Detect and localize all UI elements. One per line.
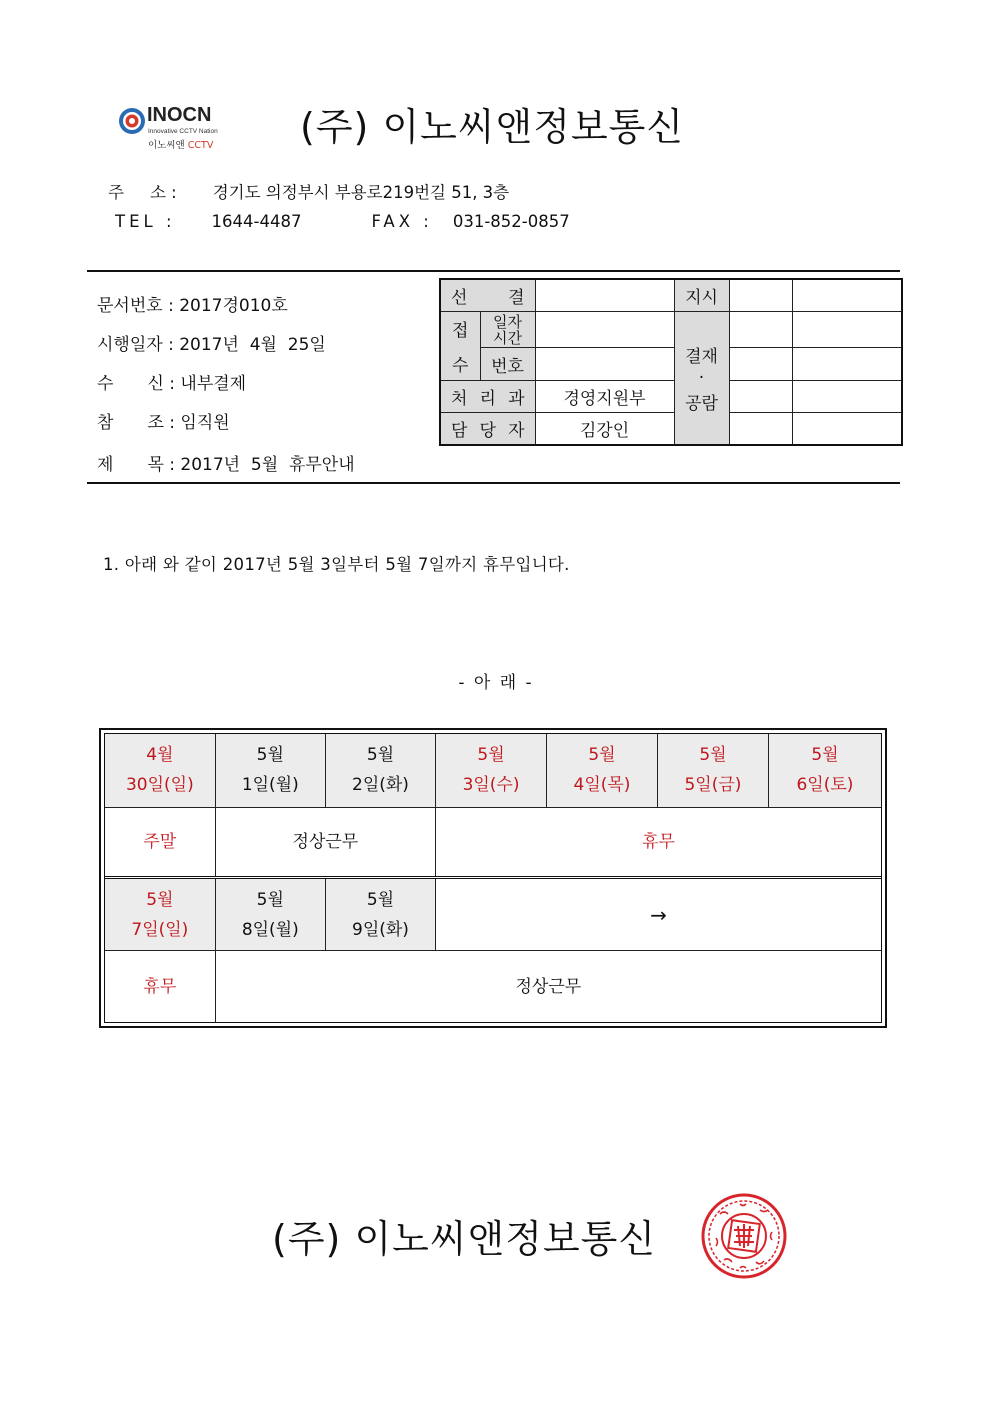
status-weekend: 주말 (105, 807, 215, 878)
cheori-char-1: 처 (451, 388, 468, 409)
date-day: 5일(금) (684, 775, 742, 796)
arae-heading: - 아 래 - (458, 673, 534, 693)
logo-korean (148, 137, 213, 151)
jisi-cell-1[interactable] (729, 279, 792, 311)
schedule-inner-frame (104, 733, 882, 1023)
logo-name: INOCN (147, 104, 212, 126)
address-label-2: 소 : (149, 183, 177, 202)
date-day: 1일(월) (241, 775, 299, 796)
status-normal-work-2: 정상근무 (215, 951, 881, 1022)
recipient-label-1: 수 (97, 374, 114, 394)
schedule-row-status-2 (105, 951, 881, 1022)
damdang-char-2: 당 (479, 421, 496, 442)
dot-text: · (698, 367, 705, 388)
date-month: 5월 (256, 889, 284, 910)
date-cell (215, 878, 325, 951)
date-month: 5월 (699, 745, 727, 766)
date-cell (547, 734, 658, 807)
date-cell (105, 878, 215, 951)
gyeoljae-cell-1[interactable] (729, 311, 792, 347)
cheori-char-2: 리 (479, 388, 496, 409)
seongyeol-cell[interactable] (535, 279, 674, 311)
date-day: 8일(월) (241, 919, 299, 940)
seal-icon (700, 1192, 788, 1280)
address-value: 경기도 의정부시 부용로219번길 51, 3층 (212, 183, 510, 202)
approval-table (439, 278, 903, 446)
date-cell (325, 734, 435, 807)
gyeoljae-cell-2[interactable] (792, 311, 902, 347)
beonho-header: 번호 (480, 348, 535, 380)
date-day: 4일(목) (573, 775, 631, 796)
damdang-header (440, 413, 535, 445)
address-label-1: 주 (108, 183, 124, 202)
schedule-row-dates-1 (105, 734, 881, 807)
schedule-table (105, 734, 881, 1022)
date-month: 5월 (366, 889, 395, 910)
seongyeol-char-2: 결 (508, 287, 525, 308)
divider-top (87, 270, 900, 272)
address-row (108, 179, 509, 203)
doc-number-row (97, 291, 288, 316)
date-cell (768, 734, 881, 807)
reference-label-1: 참 (97, 413, 114, 433)
notice-line: 1. 아래 와 같이 2017년 5월 3일부터 5월 7일까지 휴무입니다. (103, 555, 570, 574)
phone-row (115, 212, 570, 231)
gyeoljae-cell-7[interactable] (729, 413, 792, 445)
damdang-value: 김강인 (535, 413, 674, 445)
continuation-arrow-icon: → (436, 878, 881, 951)
fax-label: FAX : (371, 212, 433, 231)
status-holiday: 휴무 (436, 807, 881, 878)
date-month: 5월 (146, 889, 174, 910)
logo-korean-text: 이노씨앤 (148, 140, 185, 151)
gyeoljae-text: 결재 (685, 346, 718, 367)
date-month: 5월 (588, 745, 616, 766)
recipient-row (97, 369, 246, 394)
jisi-header: 지시 (674, 279, 729, 311)
date-cell (215, 734, 325, 807)
subject-row (97, 450, 355, 475)
doc-number-label: 문서번호 : (97, 296, 174, 316)
status-normal-work: 정상근무 (215, 807, 435, 878)
logo-cctv-text: CCTV (187, 140, 214, 151)
damdang-char-1: 담 (451, 421, 468, 442)
ilja-sigan-cell[interactable] (535, 311, 674, 347)
beonho-cell[interactable] (535, 348, 674, 380)
date-cell (325, 878, 435, 951)
date-month: 4월 (146, 745, 174, 766)
schedule-row-dates-2 (105, 878, 881, 951)
damdang-char-3: 자 (508, 421, 525, 442)
date-day: 9일(화) (352, 919, 409, 940)
reference-label-2: 조 : (147, 413, 175, 433)
subject-value: 2017년 5월 휴무안내 (180, 455, 355, 475)
gyeoljae-cell-5[interactable] (729, 380, 792, 412)
seongyeol-char-1: 선 (451, 287, 468, 308)
ilja-sigan-header (480, 311, 535, 347)
cheori-value: 경영지원부 (535, 380, 674, 412)
schedule-frame (99, 728, 887, 1028)
reference-value: 임직원 (180, 413, 230, 433)
recipient-value: 내부결제 (180, 374, 247, 394)
subject-label-2: 목 : (147, 455, 175, 475)
sigan-text: 시간 (493, 328, 522, 347)
su-char: 수 (452, 355, 469, 376)
subject-label-1: 제 (97, 455, 114, 475)
date-day: 2일(화) (352, 775, 409, 796)
schedule-row-status-1 (105, 807, 881, 878)
doc-number-value: 2017경010호 (179, 296, 288, 316)
jeopsu-header (440, 311, 480, 380)
cheori-char-3: 과 (508, 388, 525, 409)
date-month: 5월 (366, 745, 395, 766)
date-row (97, 330, 326, 355)
tel-label: TEL : (115, 212, 176, 231)
gyeoljae-cell-3[interactable] (729, 348, 792, 380)
jisi-cell-2[interactable] (792, 279, 902, 311)
date-month: 5월 (811, 745, 839, 766)
cheori-header (440, 380, 535, 412)
date-label: 시행일자 : (97, 335, 174, 355)
date-day: 3일(수) (462, 775, 520, 796)
seongyeol-header (440, 279, 535, 311)
date-month: 5월 (477, 745, 505, 766)
gongram-text: 공람 (685, 393, 718, 414)
divider-bottom (87, 482, 900, 484)
gyeoljae-cell-8[interactable] (792, 413, 902, 445)
date-value: 2017년 4월 25일 (179, 335, 326, 355)
company-title: (주) 이노씨앤정보통신 (300, 105, 685, 149)
reference-row (97, 408, 230, 433)
date-month: 5월 (256, 745, 284, 766)
date-day: 6일(토) (796, 775, 854, 796)
date-day: 7일(일) (131, 919, 189, 940)
recipient-label-2: 신 : (147, 374, 175, 394)
tel-value: 1644-4487 (211, 212, 302, 231)
date-day: 30일(일) (125, 775, 194, 796)
gyeoljae-cell-6[interactable] (792, 380, 902, 412)
status-holiday-2: 휴무 (105, 951, 215, 1022)
footer-company-title: (주) 이노씨앤정보통신 (272, 1217, 657, 1261)
fax-value: 031-852-0857 (452, 212, 570, 231)
company-logo (118, 104, 228, 154)
date-cell (105, 734, 215, 807)
date-cell (657, 734, 768, 807)
jeop-char: 접 (452, 320, 469, 341)
gyeoljae-cell-4[interactable] (792, 348, 902, 380)
logo-eye-icon (118, 107, 146, 135)
logo-tagline: Innovative CCTV Nation (148, 128, 218, 135)
date-cell (436, 734, 547, 807)
company-seal-stamp (700, 1192, 788, 1280)
gyeoljae-gongram-header (674, 311, 729, 445)
ilja-text: 일자 (493, 312, 522, 331)
